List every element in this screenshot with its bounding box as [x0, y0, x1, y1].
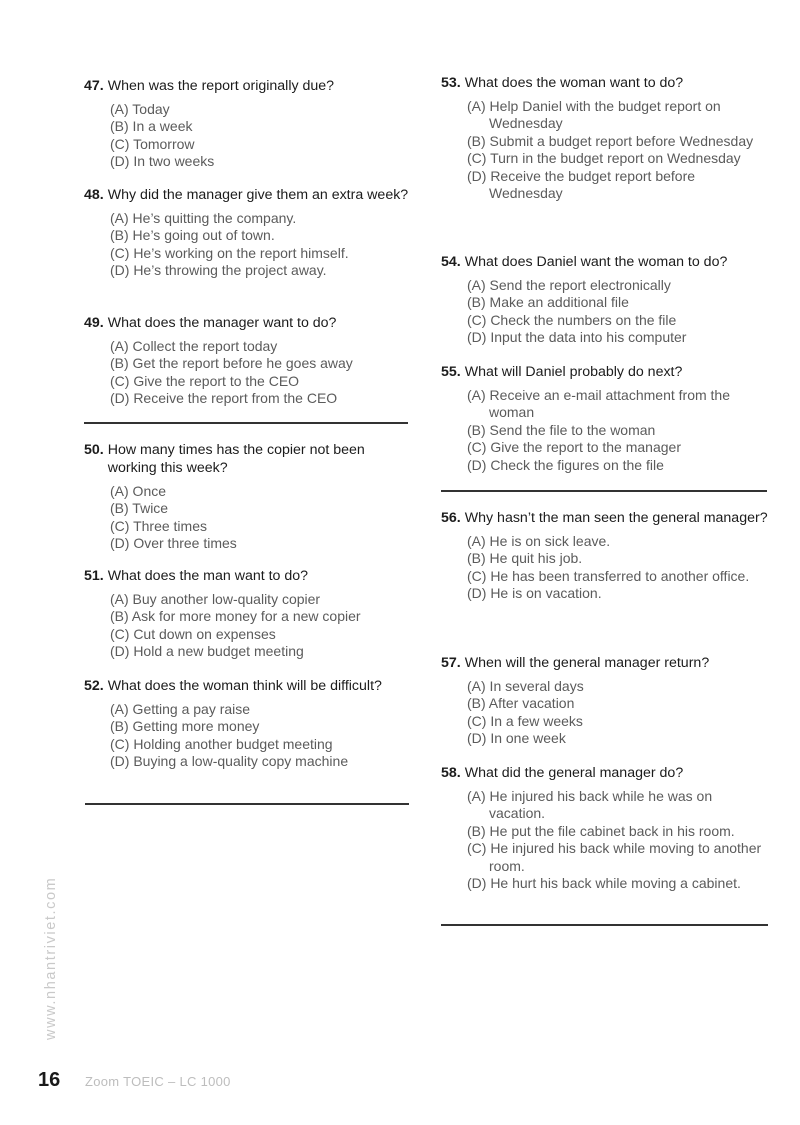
option-d: (D) Over three times — [110, 535, 237, 552]
option-a: (A) Receive an e-mail attachment from the woman — [467, 387, 730, 421]
question-number: 47. — [84, 78, 104, 94]
answer-options — [441, 277, 769, 347]
question-number: 53. — [441, 75, 461, 91]
option-d: (D) Buying a low-quality copy machine — [110, 753, 349, 770]
option-c: (C) Give the report to the manager — [467, 439, 681, 456]
question-number: 52. — [84, 678, 104, 694]
option-d: (D) Receive the report from the CEO — [110, 390, 338, 407]
question-stem — [84, 314, 410, 332]
book-title: Zoom TOEIC – LC 1000 — [85, 1074, 231, 1089]
question-stem — [441, 764, 769, 782]
option-b: (B) Send the file to the woman — [467, 421, 656, 438]
question-number: 55. — [441, 364, 461, 380]
question-stem — [84, 441, 410, 477]
question-49 — [84, 314, 410, 408]
question-stem — [84, 186, 410, 204]
option-b: (B) Twice — [110, 500, 169, 517]
option-c: (C) Holding another budget meeting — [110, 735, 333, 752]
question-text: Why did the manager give them an extra week? — [107, 187, 409, 203]
option-b: (B) Submit a budget report before Wednesday — [467, 132, 754, 149]
option-c: (C) Three times — [110, 517, 207, 534]
option-b: (B) He’s going out of town. — [110, 227, 275, 244]
answer-options — [441, 98, 769, 202]
option-b: (B) In a week — [110, 118, 193, 135]
question-57 — [441, 654, 769, 748]
question-number: 50. — [84, 442, 104, 458]
question-stem — [84, 567, 410, 585]
question-text: What does the woman think will be difficult? — [107, 678, 382, 694]
question-stem — [84, 77, 410, 95]
question-number: 54. — [441, 254, 461, 270]
option-a: (A) Collect the report today — [110, 338, 278, 354]
question-number: 48. — [84, 187, 104, 203]
option-a: (A) Today — [110, 101, 170, 117]
option-d: (D) Receive the budget report before Wednesday — [467, 167, 696, 202]
option-d: (D) Input the data into his computer — [467, 329, 687, 346]
question-stem — [441, 253, 769, 271]
page-number: 16 — [38, 1069, 61, 1091]
option-b: (B) Ask for more money for a new copier — [110, 608, 361, 625]
question-text: What does the manager want to do? — [107, 315, 337, 331]
answer-options — [84, 701, 410, 771]
question-stem — [441, 363, 769, 381]
question-number: 58. — [441, 765, 461, 781]
option-d: (D) He’s throwing the project away. — [110, 262, 327, 279]
question-text: What does the man want to do? — [107, 568, 309, 584]
option-a: (A) He injured his back while he was on vacation. — [467, 788, 713, 822]
website-watermark: www.nhantriviet.com — [43, 876, 59, 1040]
option-d: (D) He hurt his back while moving a cabinet. — [467, 875, 741, 892]
answer-options — [84, 210, 410, 280]
option-d: (D) Check the figures on the file — [467, 456, 664, 473]
answer-options — [84, 591, 410, 661]
question-54 — [441, 253, 769, 347]
question-48 — [84, 186, 410, 280]
option-b: (B) He quit his job. — [467, 550, 583, 567]
question-number: 51. — [84, 568, 104, 584]
question-text: When will the general manager return? — [464, 655, 710, 671]
answer-options — [441, 678, 769, 748]
option-b: (B) Make an additional file — [467, 294, 629, 311]
answer-options — [441, 533, 769, 603]
option-d: (D) Hold a new budget meeting — [110, 643, 304, 660]
question-number: 49. — [84, 315, 104, 331]
question-56 — [441, 509, 769, 603]
question-58 — [441, 764, 769, 892]
question-stem — [441, 654, 769, 672]
option-a: (A) In several days — [467, 678, 584, 694]
option-b: (B) Get the report before he goes away — [110, 355, 353, 372]
answer-options — [84, 338, 410, 408]
option-c: (C) He has been transferred to another office. — [467, 567, 750, 584]
question-stem — [441, 509, 769, 527]
option-d: (D) He is on vacation. — [467, 585, 602, 602]
question-number: 57. — [441, 655, 461, 671]
option-d: (D) In one week — [467, 730, 566, 747]
question-text: Why hasn’t the man seen the general manager? — [464, 510, 768, 526]
option-c: (C) Turn in the budget report on Wednesday — [467, 150, 741, 167]
option-a: (A) Help Daniel with the budget report on Wednesday — [467, 98, 721, 132]
option-c: (C) Tomorrow — [110, 135, 195, 152]
option-c: (C) Give the report to the CEO — [110, 372, 300, 389]
option-b: (B) After vacation — [467, 695, 575, 712]
option-a: (A) He’s quitting the company. — [110, 210, 297, 226]
option-a: (A) Buy another low-quality copier — [110, 591, 321, 607]
question-52 — [84, 677, 410, 771]
answer-options — [84, 101, 410, 171]
answer-options — [84, 483, 410, 553]
section-divider — [441, 924, 768, 926]
section-divider — [84, 422, 408, 424]
option-c: (C) He’s working on the report himself. — [110, 244, 349, 261]
option-c: (C) He injured his back while moving to another room. — [467, 840, 762, 874]
question-text: How many times has the copier not been working this week? — [107, 442, 365, 476]
answer-options — [441, 788, 769, 892]
question-text: When was the report originally due? — [107, 78, 335, 94]
question-text: What will Daniel probably do next? — [464, 364, 683, 380]
question-47 — [84, 77, 410, 171]
question-55 — [441, 363, 769, 474]
option-c: (C) Cut down on expenses — [110, 625, 276, 642]
option-a: (A) Send the report electronically — [467, 277, 671, 293]
question-51 — [84, 567, 410, 661]
option-a: (A) Getting a pay raise — [110, 701, 251, 717]
option-a: (A) He is on sick leave. — [467, 533, 611, 549]
question-text: What does the woman want to do? — [464, 75, 684, 91]
answer-options — [441, 387, 769, 474]
option-a: (A) Once — [110, 483, 167, 499]
option-b: (B) Getting more money — [110, 718, 260, 735]
question-text: What does Daniel want the woman to do? — [464, 254, 728, 270]
question-text: What did the general manager do? — [464, 765, 684, 781]
option-c: (C) In a few weeks — [467, 712, 583, 729]
section-divider — [85, 803, 409, 805]
option-d: (D) In two weeks — [110, 153, 215, 170]
question-50 — [84, 441, 410, 553]
question-stem — [84, 677, 410, 695]
question-53 — [441, 74, 769, 202]
option-c: (C) Check the numbers on the file — [467, 311, 677, 328]
option-b: (B) He put the file cabinet back in his room. — [467, 822, 735, 839]
section-divider — [441, 490, 767, 492]
question-stem — [441, 74, 769, 92]
question-number: 56. — [441, 510, 461, 526]
